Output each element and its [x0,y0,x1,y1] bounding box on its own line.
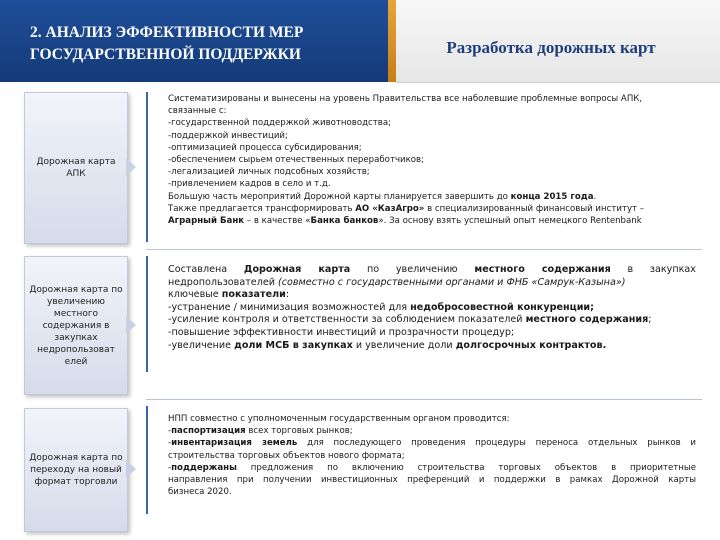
horizontal-divider [146,249,702,250]
text-line [168,425,696,437]
text-run: -устранение / минимизация возможностей для [168,301,411,313]
page-subtitle: Разработка дорожных карт [446,38,656,57]
text-run: ; [648,314,652,326]
section-divider-line [146,92,148,242]
text-line [168,314,696,327]
text-line: -привлечением кадров в село и т.д. [168,179,331,190]
roadmap-card-local-content [24,256,128,395]
text-line: связанные с: [168,106,227,117]
text-run: -усиление контроля и ответственности за соблюдением показателей [168,314,526,326]
card-label: Дорожная карта АПК [36,157,116,179]
text-run: показатели [221,289,286,301]
text-run: - [168,462,172,473]
text-line: -оптимизацией процесса субсидирования; [168,142,362,153]
card-label: Дорожная карта по переходу на новый формат торговли [29,453,123,487]
text-run: для последующего проведения процедуры переноса отдельных рынков и [297,438,696,449]
text-line [168,215,696,227]
text-run: - [168,438,172,449]
text-run: - [168,426,172,437]
text-run: местного содержания [474,264,611,275]
text-run: . [593,191,597,202]
section-title-block [0,0,388,82]
text-line [168,203,696,215]
text-line: -повышение эффективности инвестиций и прозрачности процедур; [168,326,515,338]
text-run: и увеличение доли [352,339,456,351]
text-run: (совместно с государственными органами и ФНБ «Самрук-Казына») [278,276,626,288]
text-line [168,302,696,315]
header-bar [0,0,720,82]
text-run: -увеличение [168,339,235,351]
text-run: в специализированный финансовый институт – [424,203,645,214]
text-line: бизнеса 2020. [168,487,232,498]
section-divider-line [146,406,148,514]
text-run: предложения по включению строительства торговых объектов в приоритетные [236,462,696,473]
section-title-line2: ГОСУДАРСТВЕННОЙ ПОДДЕРЖКИ [30,46,301,63]
section-local-content-text [168,264,696,352]
section-trade-text [168,413,696,498]
section-title-line1: 2. АНАЛИЗ ЭФФЕКТИВНОСТИ МЕР [30,24,304,41]
roadmap-card-trade [24,408,128,532]
text-line: -государственной поддержкой животноводства; [168,118,392,129]
deadline-highlight: конца 2015 года [510,191,594,202]
text-run: : [285,289,290,301]
text-run: поддержаны [171,462,237,473]
text-run: ». За основу взять успешный опыт немецкого Rentenbank [378,216,642,227]
text-run: местного содержания [525,314,649,326]
text-line [168,277,696,290]
text-run: в закупках [610,264,696,275]
text-run: ключевые [168,289,222,301]
subtitle-block [396,0,720,83]
text-run: всех торговых рынков; [245,426,353,437]
text-run: недобросовестной конкуренции; [410,301,594,313]
text-run: Большую часть мероприятий Дорожной карты планируется завершить до [168,191,511,202]
text-run: Также предлагается трансформировать [168,203,356,214]
card-label: Дорожная карта по увеличению местного содержания в закупках недропользоват елей [29,284,123,367]
text-line [168,264,696,277]
text-line: строительства торговых объектов нового формата; [168,450,405,461]
text-line: Систематизированы и вынесены на уровень Правительства все наболевшие проблемные вопросы АПК, [168,94,643,104]
section-title [30,22,380,66]
section-apk-text [168,93,696,227]
roadmap-card-apk [24,92,128,244]
bank-name: Аграрный Банк [168,216,245,227]
text-line [168,191,696,203]
horizontal-divider [146,399,702,400]
text-run: по увеличению [350,264,475,275]
section-divider-line [146,256,148,372]
card-pointer [126,316,136,334]
text-line [168,462,696,474]
text-line [168,289,696,302]
text-line: -легализацией личных подсобных хозяйств; [168,167,370,178]
text-run: доли МСБ в закупках [234,339,353,351]
header-accent-stripe [388,0,396,82]
text-run: Составлена [168,264,244,275]
text-run: долгосрочных контрактов. [455,339,607,351]
text-run: недропользователей [168,276,279,288]
card-pointer [126,460,136,478]
company-name: АО «КазАгро» [355,203,425,214]
text-run: паспортизация [171,426,246,437]
text-line: направления при получении инвестиционных преференций и поддержки в рамках Дорожной карты [168,475,696,486]
card-pointer [126,158,136,176]
text-line: -обеспечением сырьем отечественных переработчиков; [168,155,425,166]
text-line: -поддержкой инвестиций; [168,130,288,141]
text-run: инвентаризация земель [171,438,298,449]
text-run: – в качестве « [244,216,311,227]
text-run: Дорожная карта [243,264,351,275]
bank-name: Банка банков [310,216,379,227]
text-line: НПП совместно с уполномоченным государственным органом проводится: [168,414,510,424]
text-line [168,437,696,449]
text-line [168,340,696,353]
